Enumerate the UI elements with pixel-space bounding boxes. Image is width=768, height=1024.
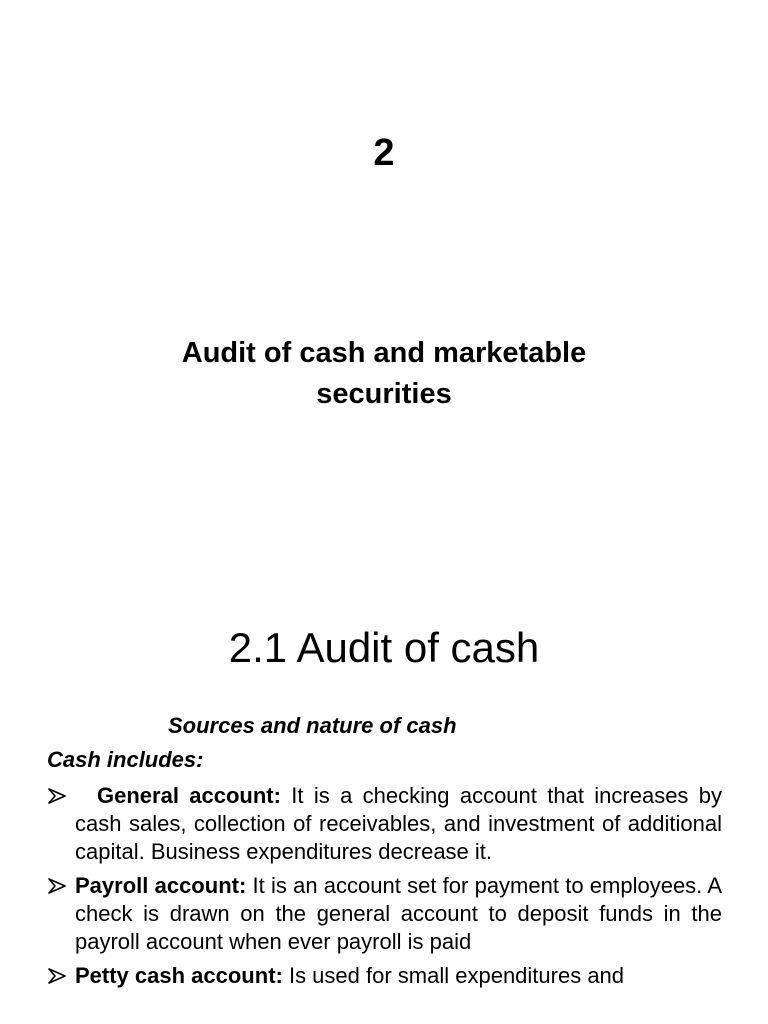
subheading: Sources and nature of cash (168, 713, 457, 738)
cash-types-list (47, 782, 722, 996)
arrowhead-bullet-icon (47, 962, 69, 990)
list-item-term: Petty cash account: (75, 963, 283, 988)
list-item-text: It is an account set for payment to employees. A check is drawn on the general account to deposit funds in the payroll account when ever payroll is paid (75, 873, 722, 954)
list-item-text: Is used for small expenditures and (282, 963, 625, 988)
chapter-title-line-2: securities (316, 378, 452, 410)
list-item-petty-cash-account (47, 962, 722, 990)
list-item-term: General account: (97, 783, 281, 808)
chapter-number: 2 (373, 132, 395, 174)
list-item-term: Payroll account: (75, 873, 247, 898)
list-intro: Cash includes: (47, 747, 204, 772)
section-heading: 2.1 Audit of cash (228, 624, 540, 671)
arrowhead-bullet-icon (47, 782, 69, 810)
chapter-title-line-1: Audit of cash and marketable (181, 337, 587, 369)
list-item-payroll-account (47, 872, 722, 956)
list-item-general-account (47, 782, 722, 866)
chapter-title (0, 333, 768, 415)
list-item-text: It is a checking account that increases by cash sales, collection of receivables, and investment of additional capital. Business expenditures decrease it. (75, 783, 723, 864)
arrowhead-bullet-icon (47, 872, 69, 900)
